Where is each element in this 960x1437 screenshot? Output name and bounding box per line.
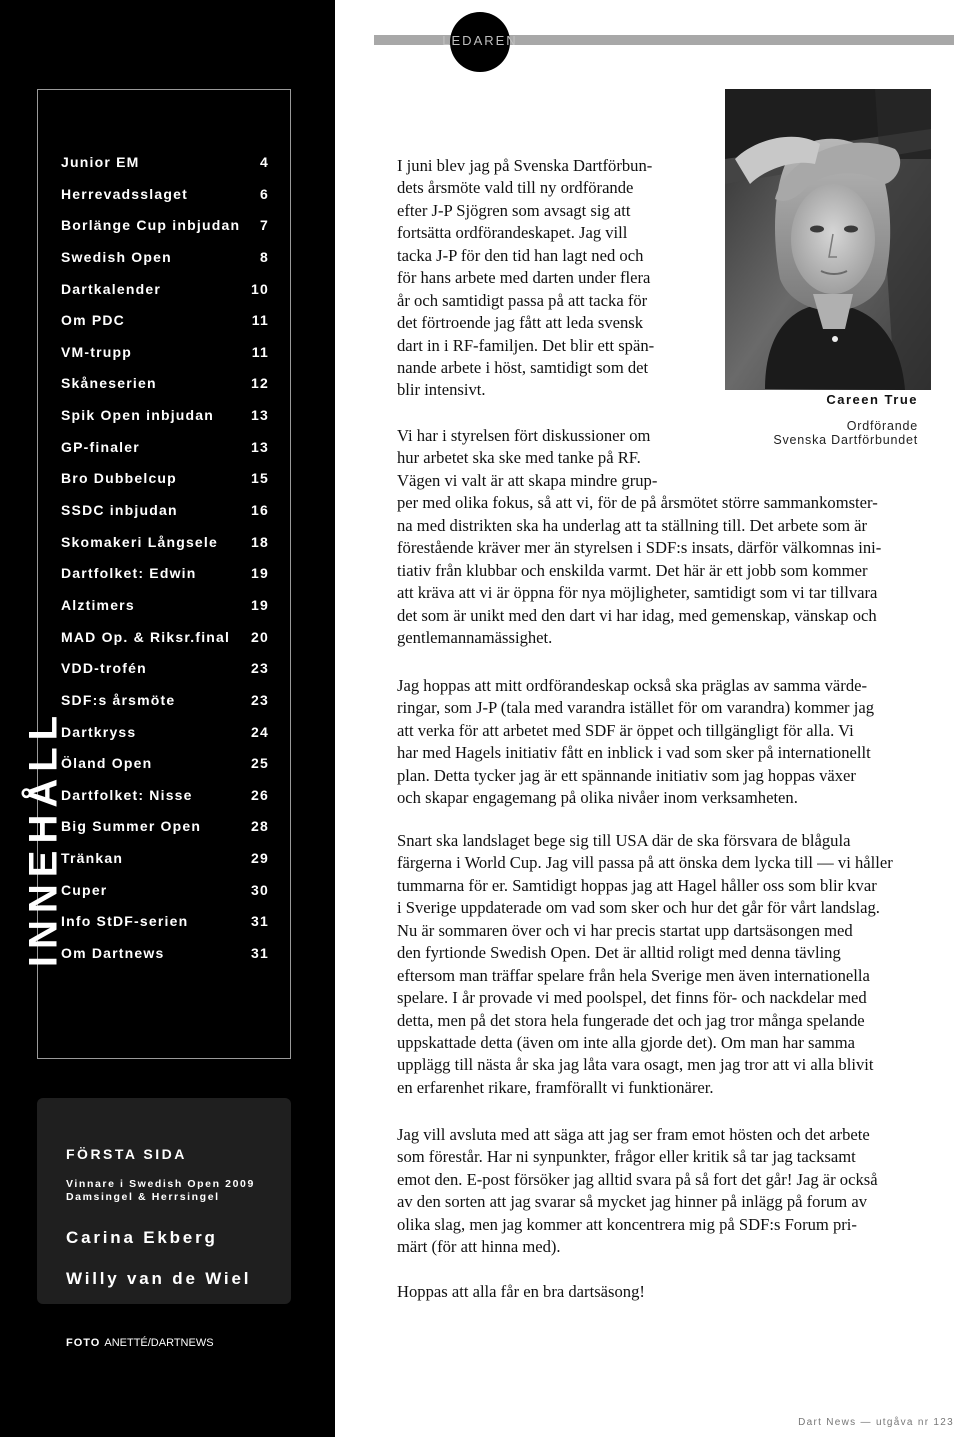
toc-item-page: 12 (251, 375, 269, 392)
text-line: upplägg till nästa år ska jag låta vara osagt, men jag tror att vi alla blivit (397, 1055, 874, 1075)
toc-item-title: Öland Open (61, 755, 153, 772)
article-paragraph-4 (397, 830, 893, 1099)
toc-item (61, 818, 269, 850)
toc-item-title: Om Dartnews (61, 945, 165, 962)
text-line: att verka för att arbetet med SDF är öppet och tillgängligt för alla. Vi (397, 720, 854, 740)
portrait-organization: Svenska Dartförbundet (773, 433, 918, 447)
toc-item-title: Dartkryss (61, 723, 137, 740)
toc-item-page: 8 (260, 248, 269, 265)
text-line: färgerna i World Cup. Jag vill passa på att önska dem lycka till — vi håller (397, 853, 893, 873)
toc-item-title: Tränkan (61, 850, 124, 867)
toc-item-page: 19 (251, 596, 269, 613)
text-line: I juni blev jag på Svenska Dartförbun- (397, 156, 653, 175)
toc-item-page: 23 (251, 660, 269, 677)
text-line: plan. Detta tycker jag är ett spännande initiativ som jag hoppas växer (397, 765, 856, 785)
cover-person-1: Carina Ekberg (66, 1228, 218, 1247)
toc-item (61, 787, 269, 819)
toc-item (61, 755, 269, 787)
toc-item-page: 13 (251, 438, 269, 455)
toc-list (61, 154, 269, 977)
toc-item-title: SDF:s årsmöte (61, 691, 176, 708)
text-line: tummarna för er. Samtidigt hoppas jag att Hagel håller oss som blir kvar (397, 875, 877, 895)
text-line: Hoppas att alla får en bra dartsäsong! (397, 1282, 645, 1301)
text-line: Nu är sommaren över och vi har precis startat upp dartsäsongen med (397, 920, 853, 940)
section-label: LEDAREN (442, 33, 518, 48)
toc-item (61, 597, 269, 629)
text-line: eftersom man träffar spelare från hela Sverige men även internationella (397, 965, 870, 985)
toc-item (61, 217, 269, 249)
text-line: na med distrikten ska ha underlag att ta ställning till. Det arbete som är (397, 515, 868, 535)
toc-item (61, 660, 269, 692)
text-line: som förestår. Har ni synpunkter, frågor eller kritik så tar jag tacksamt (397, 1147, 856, 1167)
left-sidebar (0, 0, 335, 1437)
text-line: en erfarenhet rikare, framförallt vi funktionärer. (397, 1077, 714, 1097)
table-of-contents (37, 89, 291, 1059)
toc-item-title: Herrevadsslaget (61, 185, 188, 202)
toc-item (61, 945, 269, 977)
text-line: detta, men på det stora hela fungerade det och jag tror många spelande (397, 1010, 865, 1030)
toc-item (61, 281, 269, 313)
text-line: förestående kräver mer än styrelsen i SDF:s insats, därför välkomnas ini- (397, 538, 882, 558)
text-line: för hans arbete med darten under flera (397, 268, 651, 288)
cover-subtitle: Vinnare i Swedish Open 2009 (66, 1178, 255, 1190)
toc-item (61, 375, 269, 407)
text-line: det förtroende jag fått att leda svensk (397, 313, 644, 333)
article-paragraph-6 (397, 1281, 645, 1303)
toc-item-page: 26 (251, 786, 269, 803)
toc-item-title: MAD Op. & Riksr.final (61, 628, 231, 645)
text-line: nande arbete i höst, samtidigt som det (397, 357, 649, 377)
toc-item-title: VDD-trofén (61, 660, 147, 677)
toc-item-title: VM-trupp (61, 343, 133, 360)
toc-item-title: Alztimers (61, 596, 135, 613)
article-paragraph-3 (397, 675, 874, 810)
text-line: märt (för att hinna med). (397, 1237, 561, 1257)
toc-item-title: Skomakeri Långsele (61, 533, 218, 550)
toc-item-title: Dartfolket: Edwin (61, 565, 197, 582)
text-line: har med Hagels initiativ fått en inblick i vad som sker på internationellt (397, 743, 871, 763)
toc-item-page: 24 (251, 723, 269, 740)
toc-item-title: Big Summer Open (61, 818, 202, 835)
toc-item-title: Om PDC (61, 312, 125, 329)
toc-item-page: 4 (260, 154, 269, 170)
toc-item (61, 629, 269, 661)
toc-item-title: Cuper (61, 881, 108, 898)
toc-item-title: Skåneserien (61, 375, 157, 392)
toc-item-page: 31 (251, 945, 269, 962)
toc-item (61, 249, 269, 281)
toc-item-page: 11 (251, 312, 269, 329)
toc-item (61, 186, 269, 218)
toc-item (61, 344, 269, 376)
toc-item-page: 11 (251, 343, 269, 360)
text-line: den fyrtionde Swedish Open. Det är alltid roligt med denna tävling (397, 943, 841, 963)
article-paragraph-5 (397, 1124, 878, 1259)
toc-item-page: 31 (251, 913, 269, 930)
text-line: Jag vill avsluta med att säga att jag ser fram emot hösten och det arbete (397, 1125, 870, 1144)
toc-item-page: 25 (251, 755, 269, 772)
text-line: emot den. E-post försöker jag alltid svara på så fort det går! Jag är också (397, 1169, 878, 1189)
text-line: år och samtidigt passa på att tacka för (397, 290, 648, 310)
text-line: blir intensivt. (397, 380, 486, 400)
text-line: Snart ska landslaget bege sig till USA där de ska försvara de blågula (397, 831, 851, 850)
text-line: olika slag, men jag kommer att koncentrera mig på SDF:s Forum pri- (397, 1214, 857, 1234)
photo-credit-label: FOTO (66, 1337, 101, 1349)
toc-item-page: 7 (260, 217, 269, 234)
toc-item-title: Dartkalender (61, 280, 161, 297)
toc-item-page: 18 (251, 533, 269, 550)
toc-item-page: 13 (251, 407, 269, 424)
toc-item-page: 20 (251, 628, 269, 645)
contents-heading: INNEHÅLL (21, 708, 66, 968)
toc-item-title: SSDC inbjudan (61, 502, 178, 519)
text-line: per med olika fokus, så att vi, för de på årsmötet större sammankomster- (397, 493, 878, 513)
toc-item-page: 15 (251, 470, 269, 487)
text-line: det som är unikt med den dart vi har idag, med gemenskap, vänskap och (397, 605, 877, 625)
toc-item (61, 882, 269, 914)
toc-item (61, 850, 269, 882)
toc-item-title: Junior EM (61, 154, 140, 170)
toc-item-title: Swedish Open (61, 248, 172, 265)
toc-item (61, 502, 269, 534)
toc-item-page: 10 (251, 280, 269, 297)
toc-item (61, 534, 269, 566)
cover-person-2: Willy van de Wiel (66, 1269, 252, 1288)
text-line: Vi har i styrelsen fört diskussioner om (397, 426, 651, 445)
toc-item-title: Borlänge Cup inbjudan (61, 217, 241, 234)
toc-item (61, 724, 269, 756)
text-line: dets årsmöte vald till ny ordförande (397, 178, 634, 198)
toc-item (61, 439, 269, 471)
toc-item-page: 28 (251, 818, 269, 835)
toc-item (61, 692, 269, 724)
text-line: spelare. I år provade vi med poolspel, det finns för- och nackdelar med (397, 988, 867, 1008)
toc-item (61, 565, 269, 597)
cover-label: FÖRSTA SIDA (66, 1146, 187, 1162)
article-paragraph-2 (397, 425, 881, 649)
photo-credit (66, 1337, 214, 1349)
cover-subtitle-2: Damsingel & Herrsingel (66, 1191, 220, 1203)
toc-item (61, 913, 269, 945)
page-footer: Dart News — utgåva nr 123 (798, 1417, 954, 1428)
cover-info-box (37, 1098, 291, 1304)
portrait-role: Ordförande (846, 419, 918, 433)
text-line: fortsätta ordförandeskapet. Jag vill (397, 223, 628, 243)
photo-credit-value: ANETTÉ/DARTNEWS (104, 1337, 214, 1349)
toc-item-title: GP-finaler (61, 438, 140, 455)
toc-item-page: 16 (251, 502, 269, 519)
toc-item (61, 312, 269, 344)
text-line: och skapar engagemang på olika nivåer inom verksamheten. (397, 788, 798, 808)
text-line: gentlemannamässighet. (397, 627, 553, 647)
text-line: att kräva att vi är öppna för nya möjligheter, samtidigt som vi tar tillvara (397, 583, 878, 603)
portrait-name: Careen True (826, 392, 918, 407)
portrait-image (725, 89, 931, 390)
toc-item-page: 6 (260, 185, 269, 202)
text-line: tiativ från klubbar och enskilda varmt. Det här är ett jobb som kommer (397, 560, 868, 580)
toc-item (61, 470, 269, 502)
portrait-photo (725, 89, 931, 390)
toc-item-title: Spik Open inbjudan (61, 407, 215, 424)
toc-item-title: Dartfolket: Nisse (61, 786, 193, 803)
text-line: efter J-P Sjögren som avsagt sig att (397, 200, 631, 220)
text-line: dart in i RF-familjen. Det blir ett spän- (397, 335, 655, 355)
text-line: tacka J-P för den tid han lagt ned och (397, 245, 644, 265)
toc-item-page: 29 (251, 850, 269, 867)
toc-item-title: Info StDF-serien (61, 913, 189, 930)
toc-item (61, 407, 269, 439)
text-line: uppskattade detta (även om inte alla gjorde det). Om man har samma (397, 1032, 856, 1052)
text-line: ringar, som J-P (tala med varandra istället för om varandra) kommer jag (397, 698, 875, 718)
text-line: av den sorten att jag svarar så mycket jag hinner på inlägg på forum av (397, 1192, 867, 1212)
text-line: Vägen vi valt är att skapa mindre grup- (397, 470, 658, 490)
toc-item-page: 23 (251, 691, 269, 708)
toc-item-page: 30 (251, 881, 269, 898)
toc-item-title: Bro Dubbelcup (61, 470, 177, 487)
text-line: i Sverige uppdaterade om vad som sker och hur det går för vårt landslag. (397, 898, 880, 918)
text-line: Jag hoppas att mitt ordförandeskap också ska präglas av samma värde- (397, 676, 868, 695)
text-line: hur arbetet ska ske med tanke på RF. (397, 448, 641, 468)
toc-item-page: 19 (251, 565, 269, 582)
toc-item (61, 154, 269, 186)
article-paragraph-intro (397, 155, 654, 402)
